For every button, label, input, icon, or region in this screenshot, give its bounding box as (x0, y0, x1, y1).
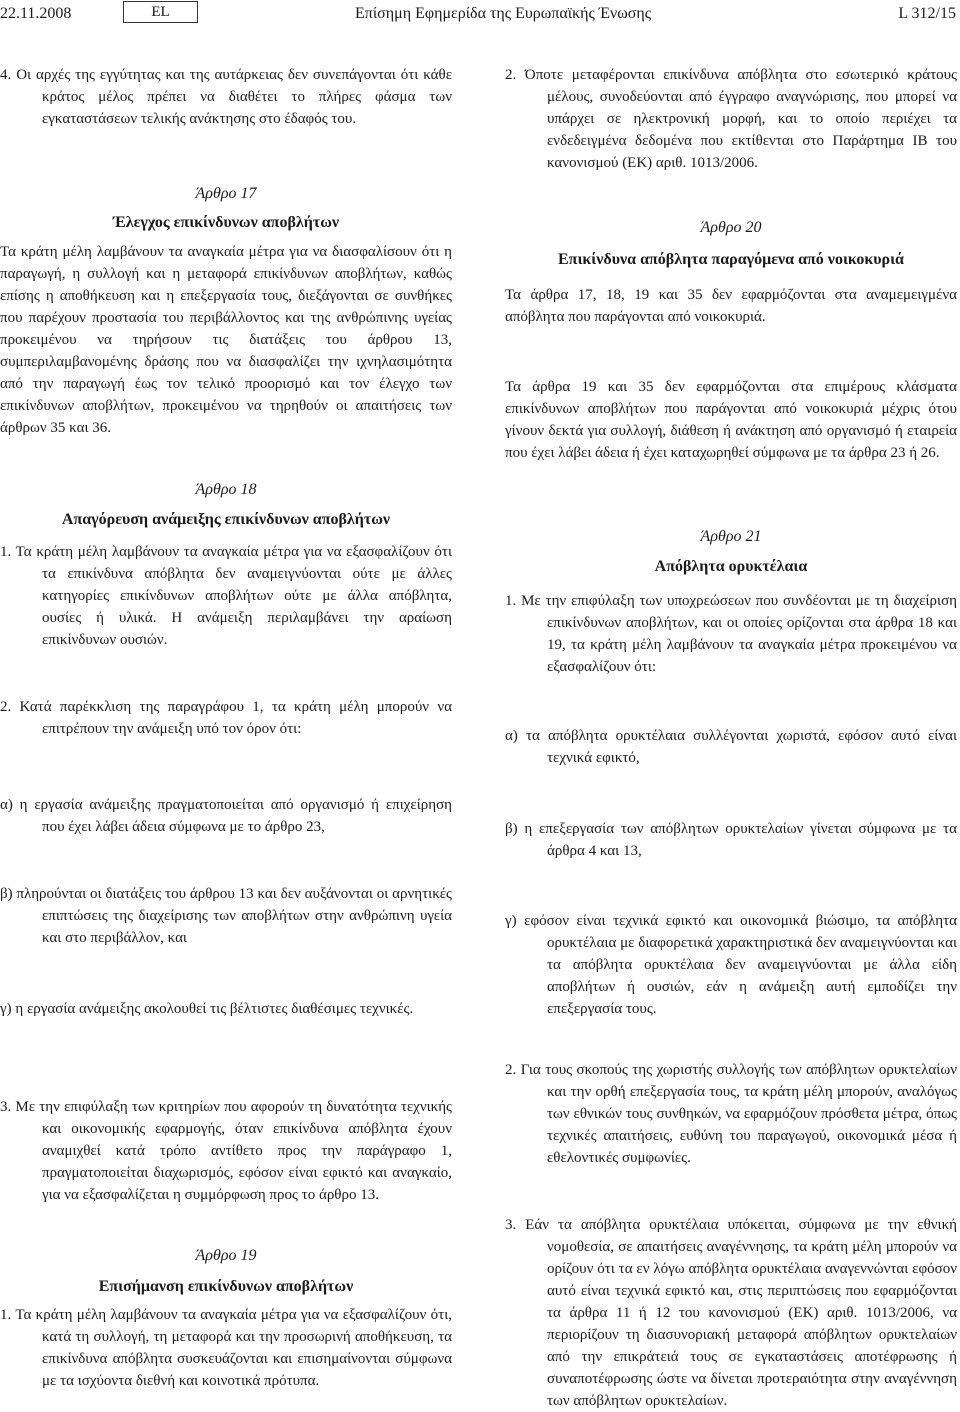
article-number: Άρθρο 19 (195, 1247, 257, 1264)
paragraph-text: 1. Με την επιφύλαξη των υποχρεώσεων που συνδέονται με τη διαχείριση επικίνδυνων αποβλήτων, και οι οποίες ορίζονται στα άρθρα 18 και 19, τα κράτη μέλη λαμβάνουν τα αναγκαία μέτρα προκειμένου να εξασφαλίζουν ότι: (505, 593, 957, 675)
list-item (505, 818, 957, 862)
paragraph (0, 1304, 452, 1392)
paragraph-text: 2. Για τους σκοπούς της χωριστής συλλογής των απόβλητων ορυκτελαίων και την ορθή επεξεργασία τους, τα κράτη μέλη μπορούν, αναλόγως των εθνικών τους συνθηκών, να εφαρμόζουν πρόσθετα μέτρα, όπως τεχνικές απαιτήσεις, ευθύνη του παραγωγού, οικονομικά μέσα ή εθελοντικές συμφωνίες. (505, 1062, 957, 1166)
paragraph-text: Τα κράτη μέλη λαμβάνουν τα αναγκαία μέτρα για να διασφαλίσουν ότι η παραγωγή, η συλλογή και η μεταφορά επικίνδυνων αποβλήτων, καθώς επίσης η αποθήκευση και η επεξεργασία τους, διεξάγονται σε συνθήκες που παρέχουν προστασία του περιβάλλοντος και της ανθρώπινης υγείας προκειμένου να τηρήσουν τις διατάξεις του άρθρου 13, συμπεριλαμβανομένης δράσης που να διασφαλίζει την ιχνηλασιμότητα από την παραγωγή έως τον τελικό προορισμό και τον έλεγχο των επικίνδυνων αποβλήτων, προκειμένου να τηρηθούν οι απαιτήσεις των άρθρων 35 και 36. (0, 244, 452, 436)
paragraph (505, 284, 957, 328)
article-number: Άρθρο 18 (195, 481, 257, 498)
list-item-text: β) η επεξεργασία των απόβλητων ορυκτελαίων γίνεται σύμφωνα με τα άρθρα 4 και 13, (505, 821, 957, 859)
list-item (505, 910, 957, 1020)
paragraph-text: 1. Τα κράτη μέλη λαμβάνουν τα αναγκαία μέτρα για να εξασφαλίζουν ότι, κατά τη συλλογή, τη μεταφορά και την προσωρινή αποθήκευση, τα επικίνδυνα απόβλητα συσκευάζονται και επισημαίνονται σύμφωνα με τα ισχύοντα διεθνή και κοινοτικά πρότυπα. (0, 1307, 452, 1389)
publication-date: 22.11.2008 (0, 5, 72, 22)
list-item-text: β) πληρούνται οι διατάξεις του άρθρου 13 και δεν αυξάνονται οι αρνητικές επιπτώσεις της διαχείρισης των αποβλήτων στην ανθρώπινη υγεία και στο περιβάλλον, και (0, 886, 452, 946)
paragraph (505, 1059, 957, 1169)
paragraph-text: Τα άρθρα 17, 18, 19 και 35 δεν εφαρμόζονται στα αναμεμειγμένα απόβλητα που παράγονται από νοικοκυριά. (505, 287, 957, 325)
article-title: Επικίνδυνα απόβλητα παραγόμενα από νοικοκυριά (558, 251, 904, 268)
article-title: Επισήμανση επικίνδυνων αποβλήτων (98, 1278, 354, 1295)
list-item-text: α) τα απόβλητα ορυκτέλαια συλλέγονται χωριστά, εφόσον αυτό είναι τεχνικά εφικτό, (505, 728, 957, 766)
article-title: Έλεγχος επικίνδυνων αποβλήτων (112, 214, 340, 231)
paragraph-text: 3. Με την επιφύλαξη των κριτηρίων που αφορούν τη δυνατότητα τεχνικής και οικονομικής εφαρμογής, όταν επικίνδυνα απόβλητα έχουν αναμιχθεί κατά τρόπο αντίθετο προς την παράγραφο 1, πραγματοποιείται διαχωρισμός, εφόσον είναι εφικτό και αναγκαίο, για να εξασφαλίζεται η συμμόρφωση προς το άρθρο 13. (0, 1099, 452, 1203)
paragraph-text: 2. Όποτε μεταφέρονται επικίνδυνα απόβλητα στο εσωτερικό κράτους μέλους, συνοδεύονται από έγγραφο αναγνώρισης, που μπορεί να υπάρχει σε ηλεκτρονική μορφή, και το οποίο περιέχει τα ενδεδειγμένα δεδομένα που εκτίθενται στο Παράρτημα IB του κανονισμού (ΕΚ) αριθ. 1013/2006. (505, 67, 957, 171)
paragraph-text: 4. Οι αρχές της εγγύτητας και της αυτάρκειας δεν συνεπάγονται ότι κάθε κράτος μέλος πρέπει να διαθέτει το πλήρες φάσμα των εγκαταστάσεων τελικής ανάκτησης στο έδαφός του. (0, 67, 452, 127)
paragraph-text: 3. Εάν τα απόβλητα ορυκτέλαια υπόκειται, σύμφωνα με την εθνική νομοθεσία, σε απαιτήσεις αναγέννησης, τα κράτη μέλη μπορούν να ορίζουν ότι τα εν λόγω απόβλητα ορυκτέλαια αναγεννώνται εφόσον αυτό είναι τεχνικά εφικτό και, στις περιπτώσεις που εφαρμόζονται τα άρθρα 11 ή 12 του κανονισμού (ΕΚ) αριθ. 1013/2006, να περιορίζουν τη διασυνοριακή μεταφορά απόβλητων ορυκτελαίων από την επικράτειά τους σε εγκαταστάσεις αποτέφρωσης ή συναποτέφρωσης ώστε να δίνεται προτεραιότητα στην αναγέννηση των απόβλητων ορυκτελαίων. (505, 1217, 957, 1409)
list-item (505, 725, 957, 769)
page-header (0, 0, 960, 30)
journal-title: Επίσημη Εφημερίδα της Ευρωπαϊκής Ένωσης (355, 5, 652, 22)
article-title: Απαγόρευση ανάμειξης επικίνδυνων αποβλήτων (61, 511, 391, 528)
list-item-text: γ) η εργασία ανάμειξης ακολουθεί τις βέλτιστες διαθέσιμες τεχνικές. (0, 1001, 414, 1017)
paragraph (505, 376, 957, 464)
list-item (0, 998, 452, 1020)
article-number: Άρθρο 20 (700, 219, 762, 236)
article-title: Απόβλητα ορυκτέλαια (654, 558, 808, 575)
list-item-text: α) η εργασία ανάμειξης πραγματοποιείται από οργανισμό ή επιχείρηση που έχει λάβει άδεια σύμφωνα με το άρθρο 23, (0, 797, 452, 835)
list-item (0, 794, 452, 838)
list-item-text: γ) εφόσον είναι τεχνικά εφικτό και οικονομικά βιώσιμο, τα απόβλητα ορυκτέλαια με διαφορετικά χαρακτηριστικά δεν αναμειγνύονται και τα απόβλητα ορυκτέλαια δεν αναμειγνύονται με άλλα είδη αποβλήτων ή ουσιών, εάν η ανάμειξη αυτή εμποδίζει την επεξεργασία τους. (505, 913, 957, 1017)
paragraph (0, 64, 452, 130)
paragraph (0, 696, 452, 740)
paragraph (0, 541, 452, 651)
article-number: Άρθρο 17 (195, 185, 257, 202)
paragraph (0, 1096, 452, 1206)
article-number: Άρθρο 21 (700, 528, 762, 545)
list-item (0, 883, 452, 949)
paragraph-text: 1. Τα κράτη μέλη λαμβάνουν τα αναγκαία μέτρα για να εξασφαλίζουν ότι τα επικίνδυνα απόβλητα δεν αναμειγνύονται ούτε με άλλες κατηγορίες επικίνδυνων αποβλήτων ούτε με άλλα απόβλητα, ουσίες ή υλικά. Η ανάμειξη περιλαμβάνει την αραίωση επικίνδυνων ουσιών. (0, 544, 452, 648)
paragraph (0, 241, 452, 439)
page-number: L 312/15 (898, 5, 956, 22)
paragraph (505, 1214, 957, 1412)
paragraph-text: Τα άρθρα 19 και 35 δεν εφαρμόζονται στα επιμέρους κλάσματα επικίνδυνων αποβλήτων που παράγονται από νοικοκυριά μέχρις ότου γίνουν δεκτά για συλλογή, διάθεση ή ανάκτηση από οργανισμό ή εταιρεία που έχει λάβει άδεια ή έχει καταχωρηθεί σύμφωνα με τα άρθρα 23 ή 26. (505, 379, 957, 461)
paragraph (505, 64, 957, 174)
paragraph (505, 590, 957, 678)
paragraph-text: 2. Κατά παρέκκλιση της παραγράφου 1, τα κράτη μέλη μπορούν να επιτρέπουν την ανάμειξη υπό τον όρον ότι: (0, 699, 452, 737)
language-badge: EL (123, 1, 198, 23)
